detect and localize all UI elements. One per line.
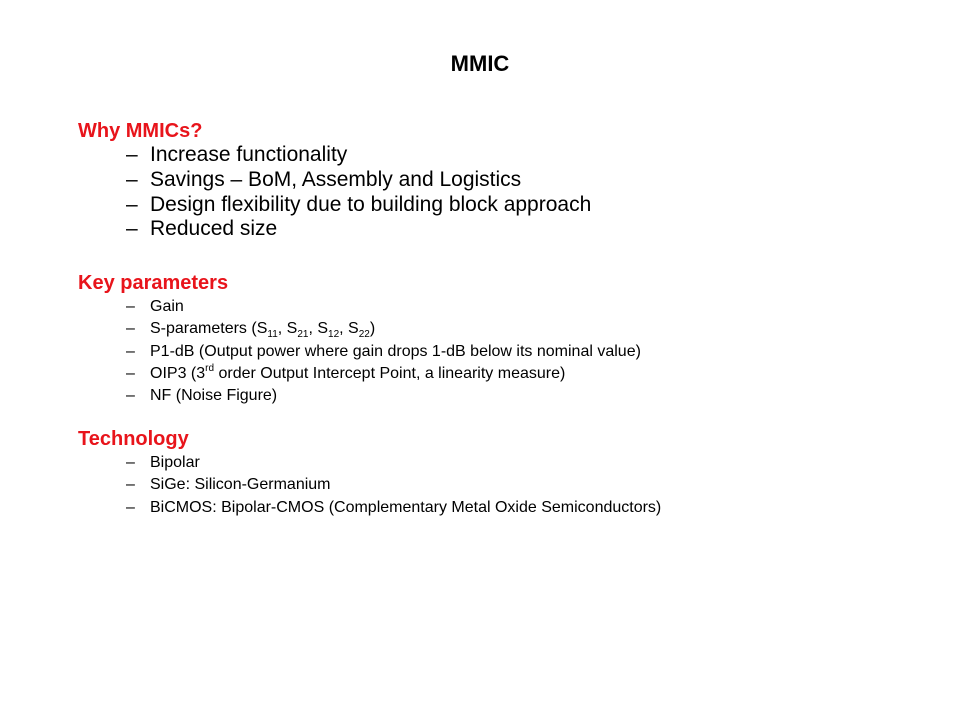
list-item: – P1-dB (Output power where gain drops 1-dB below its nominal value) (78, 341, 641, 363)
bullet-dash: – (126, 498, 135, 516)
key-parameters-list (78, 296, 641, 407)
bullet-dash: – (126, 192, 138, 216)
list-item: – SiGe: Silicon-Germanium (78, 474, 661, 496)
section-heading-why-mmics: Why MMICs? (78, 120, 203, 142)
bullet-dash: – (126, 476, 135, 494)
bullet-dash: – (126, 454, 135, 471)
list-item: – NF (Noise Figure) (78, 385, 641, 407)
technology-list (78, 452, 661, 519)
list-item: – BiCMOS: Bipolar-CMOS (Complementary Metal Oxide Semiconductors) (78, 497, 661, 519)
list-item: – Savings – BoM, Assembly and Logistics (126, 167, 522, 191)
section-heading-technology: Technology (78, 428, 189, 450)
section-key-parameters (78, 271, 641, 407)
list-item: – Reduced size (126, 217, 278, 241)
section-technology (78, 427, 661, 519)
list-item: – Gain (78, 296, 641, 318)
slide-title: MMIC (450, 51, 510, 76)
bullet-dash: – (126, 342, 135, 360)
section-heading-key-parameters: Key parameters (78, 272, 229, 294)
bullet-dash: – (126, 217, 138, 241)
bullet-dash: – (126, 320, 135, 338)
bullet-dash: – (126, 143, 138, 166)
list-item: – Bipolar (78, 452, 661, 474)
section-why-mmics (78, 119, 591, 242)
bullet-dash: – (126, 387, 135, 405)
list-item: – Increase functionality (126, 143, 348, 166)
bullet-dash: – (126, 167, 138, 191)
list-item: – Design flexibility due to building block approach (126, 192, 592, 216)
why-mmics-list (78, 143, 591, 242)
list-item-oip3: – OIP3 (3rd order Output Intercept Point, a linearity measure) (78, 363, 641, 385)
list-item-s-parameters: – S-parameters ($S_{11}$, $S_{21}$, $S_{12}$, $S_{22}$) (126, 320, 376, 341)
bullet-dash: – (126, 364, 135, 382)
bullet-dash: – (126, 298, 135, 315)
